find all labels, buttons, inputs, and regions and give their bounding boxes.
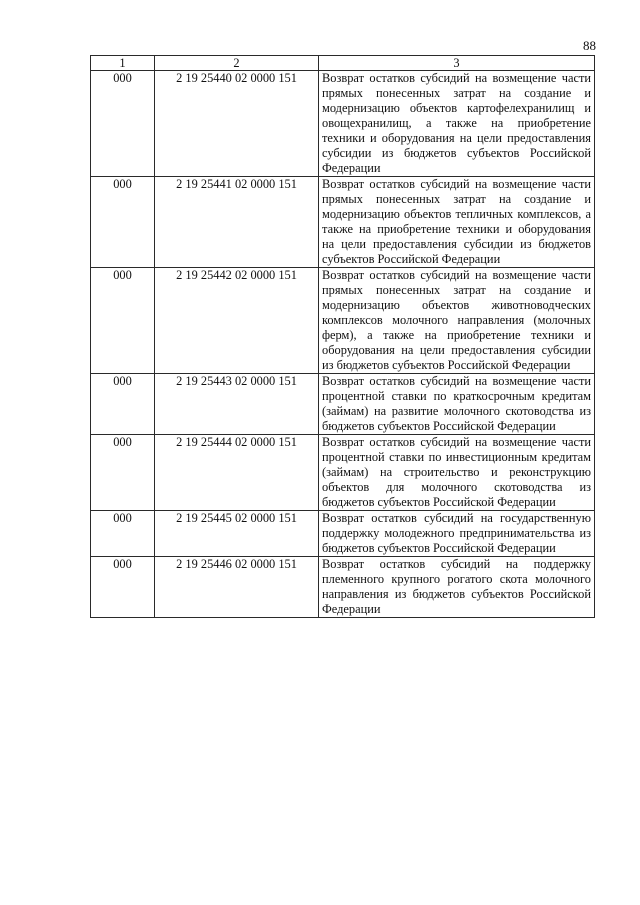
income-name-cell: Возврат остатков субсидий на возмещение части прямых понесенных затрат на создание и модернизацию объектов картофелехранилищ и овощехранилищ, а также на приобретение техники и оборудования на цели предоставления субсидии из бюджетов субъектов Российской Федерации (319, 71, 595, 177)
budget-code-cell: 2 19 25444 02 0000 151 (155, 435, 319, 511)
table-row (91, 268, 595, 374)
income-name-cell: Возврат остатков субсидий на государственную поддержку молодежного предпринимательства из бюджетов субъектов Российской Федерации (319, 511, 595, 557)
column-header-1: 1 (91, 56, 155, 71)
table-row (91, 374, 595, 435)
income-name-cell: Возврат остатков субсидий на возмещение части процентной ставки по инвестиционным кредитам (займам) на строительство и реконструкцию объектов для молочного скотоводства из бюджетов субъектов Российской Федерации (319, 435, 595, 511)
table-row (91, 177, 595, 268)
admin-code-cell: 000 (91, 268, 155, 374)
table-header-row (91, 56, 595, 71)
table-row (91, 435, 595, 511)
page-number: 88 (583, 38, 596, 53)
admin-code-cell: 000 (91, 71, 155, 177)
budget-code-cell: 2 19 25443 02 0000 151 (155, 374, 319, 435)
column-header-2: 2 (155, 56, 319, 71)
admin-code-cell: 000 (91, 435, 155, 511)
income-name-cell: Возврат остатков субсидий на возмещение части процентной ставки по краткосрочным кредитам (займам) на развитие молочного скотоводства из бюджетов субъектов Российской Федерации (319, 374, 595, 435)
table-row (91, 71, 595, 177)
budget-code-cell: 2 19 25445 02 0000 151 (155, 511, 319, 557)
admin-code-cell: 000 (91, 374, 155, 435)
budget-codes-table (90, 55, 595, 618)
admin-code-cell: 000 (91, 511, 155, 557)
table-row (91, 511, 595, 557)
income-name-cell: Возврат остатков субсидий на возмещение части прямых понесенных затрат на создание и модернизацию объектов тепличных комплексов, а также на приобретение техники и оборудования на цели предоставления субсидии из бюджетов субъектов Российской Федерации (319, 177, 595, 268)
budget-code-cell: 2 19 25442 02 0000 151 (155, 268, 319, 374)
budget-code-cell: 2 19 25440 02 0000 151 (155, 71, 319, 177)
column-header-3: 3 (319, 56, 595, 71)
budget-code-cell: 2 19 25446 02 0000 151 (155, 557, 319, 618)
income-name-cell: Возврат остатков субсидий на поддержку племенного крупного рогатого скота молочного направления из бюджетов субъектов Российской Федерации (319, 557, 595, 618)
budget-code-cell: 2 19 25441 02 0000 151 (155, 177, 319, 268)
income-name-cell: Возврат остатков субсидий на возмещение части прямых понесенных затрат на создание и модернизацию объектов животноводческих комплексов молочного направления (молочных ферм), а также на приобретение техники и оборудования на цели предоставления субсидии из бюджетов субъектов Российской Федерации (319, 268, 595, 374)
admin-code-cell: 000 (91, 557, 155, 618)
admin-code-cell: 000 (91, 177, 155, 268)
table-row (91, 557, 595, 618)
